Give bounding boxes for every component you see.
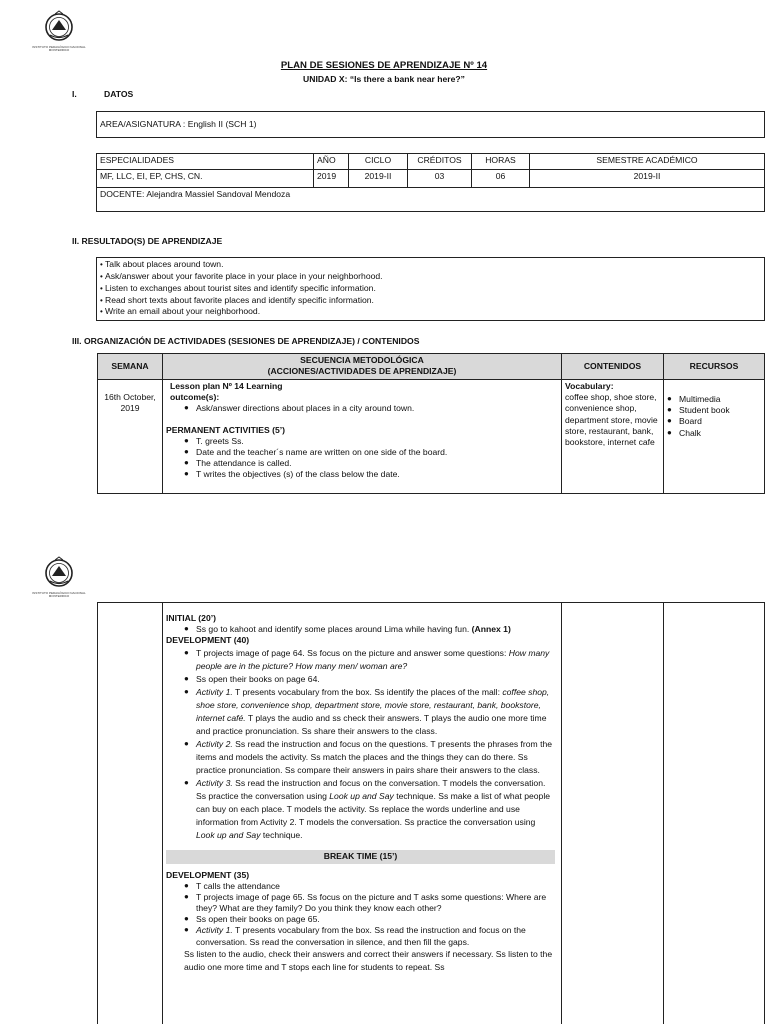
activity-label: Activity 1. [196, 925, 233, 936]
value-especialidades: MF, LLC, EI, EP, CHS, CN. [97, 170, 314, 188]
header-semana: SEMANA [98, 354, 163, 380]
header-ano: AÑO [314, 154, 349, 170]
logo-emblem-icon [28, 10, 90, 46]
unit-subtitle: UNIDAD X: “Is there a bank near here?” [303, 74, 465, 84]
initial-title: INITIAL (20’) [166, 613, 216, 623]
logo-emblem-icon [28, 556, 90, 592]
value-ano: 2019 [314, 170, 349, 188]
list-item [184, 624, 555, 635]
docente-cell: DOCENTE: Alejandra Massiel Sandoval Mendoza [97, 188, 765, 212]
semana-cell-page2 [98, 603, 163, 1024]
header-horas: HORAS [472, 154, 530, 170]
list-item: ● The attendance is called. [184, 458, 558, 469]
header-especialidades: ESPECIALIDADES [97, 154, 314, 170]
institution-logo-page2 [28, 556, 90, 599]
header-semestre: SEMESTRE ACADÉMICO [530, 154, 765, 170]
header-contenidos: CONTENIDOS [562, 354, 664, 380]
header-secuencia [163, 354, 562, 380]
list-item: ● T. greets Ss. [184, 436, 558, 447]
list-item: • Read short texts about favorite places and identify specific information. [100, 295, 761, 307]
development-2-list [166, 881, 555, 948]
development-1-list [166, 647, 555, 843]
item-italic: coffee shop, shoe store, convenience shop, department store, movie store, restaurant, bank, bookstore, internet café. [196, 686, 550, 723]
recursos-list [667, 394, 761, 439]
list-item [184, 914, 555, 925]
list-item: ● Date and the teacher´s name are written on one side of the board. [184, 447, 558, 458]
list-item: ● Board [667, 416, 761, 427]
page-title: PLAN DE SESIONES DE APRENDIZAJE Nº 14 [280, 60, 488, 71]
development-2-title: DEVELOPMENT (35) [166, 869, 250, 880]
list-item [184, 777, 555, 842]
list-item [184, 925, 555, 947]
value-semestre: 2019-II [530, 170, 765, 188]
outcome-list [166, 403, 558, 414]
list-item [184, 892, 555, 914]
secuencia-cell-page2 [163, 603, 562, 1024]
value-creditos: 03 [408, 170, 472, 188]
header-creditos: CRÉDITOS [408, 154, 472, 170]
item-text: T projects image of page 65. Ss focus on the picture and T asks some questions: Where are they? What are they family? Do you think they know each other? [196, 891, 547, 914]
item-text: T calls the attendance [196, 880, 280, 891]
organization-table-page2 [97, 602, 765, 1024]
activity-label: Activity 1. [196, 686, 233, 697]
permanent-title: PERMANENT ACTIVITIES (5’) [166, 424, 286, 435]
item-text: Ss open their books on page 64. [196, 673, 320, 684]
initial-list [166, 624, 555, 635]
item-italic: Look up and Say [196, 830, 261, 841]
header-ciclo: CICLO [349, 154, 408, 170]
header-secuencia-line2: (ACCIONES/ACTIVIDADES DE APRENDIZAJE) [267, 365, 457, 376]
contenidos-cell-page2 [562, 603, 664, 1024]
lesson-line1: Lesson plan Nº 14 Learning [170, 381, 283, 391]
activity-label: Activity 3. [196, 778, 233, 789]
list-item: ● T writes the objectives (s) of the class below the date. [184, 469, 558, 480]
tail-text: Ss listen to the audio, check their answers and correct their answers if necessary. Ss listen to the audio one more time and T stops each line for students to repeat. Ss [184, 948, 553, 972]
header-recursos: RECURSOS [664, 354, 765, 380]
organization-table [97, 353, 765, 494]
vocab-list: coffee shop, shoe store, convenience shop, department store, movie store, restaurant, bank, bookstore, internet cafe [565, 392, 658, 447]
vocab-title: Vocabulary: [565, 381, 614, 391]
lesson-line2: outcome(s): [170, 392, 220, 403]
break-time-banner: BREAK TIME (15’) [166, 850, 555, 863]
permanent-list [166, 436, 558, 481]
logo-caption: INSTITUTO PEDAGÓGICO NACIONAL MONTERRICO [32, 591, 86, 599]
development-1-title: DEVELOPMENT (40) [166, 635, 250, 646]
item-text: technique. [262, 830, 303, 841]
initial-item-text: Ss go to kahoot and identify some places around Lima while having fun. [196, 624, 470, 635]
secuencia-cell [163, 380, 562, 494]
section-3-heading: III. ORGANIZACIÓN DE ACTIVIDADES (SESIONES DE APRENDIZAJE) / CONTENIDOS [72, 336, 420, 346]
area-cell: AREA/ASIGNATURA : English II (SCH 1) [97, 112, 765, 138]
semana-cell: 16th October, 2019 [98, 380, 163, 494]
item-text: T presents vocabulary from the box. Ss identify the places of the mall: [235, 686, 500, 697]
item-text: Ss open their books on page 65. [196, 914, 320, 925]
list-item [184, 686, 555, 738]
section-2-heading: II. RESULTADO(S) DE APRENDIZAJE [72, 236, 223, 246]
resultados-table [96, 257, 765, 321]
list-item [184, 738, 555, 777]
logo-caption: INSTITUTO PEDAGÓGICO NACIONAL MONTERRICO [32, 45, 86, 53]
list-item: • Write an email about your neighborhood. [100, 306, 761, 318]
recursos-cell-page2 [664, 603, 765, 1024]
recursos-cell [664, 380, 765, 494]
list-item: ● Student book [667, 405, 761, 416]
item-text: T projects image of page 64. Ss focus on the picture and answer some questions: [196, 647, 507, 658]
item-italic: How many people are in the picture? How many men/ woman are? [196, 647, 550, 671]
datos-table [96, 153, 765, 212]
item-text: Ss read the instruction and focus on the questions. T presents the phrases from the items and models the activity. Ss match the places and the things they can do there. Ss practice pronunciation. Ss compare their answers in pairs share their answers to the class. [196, 738, 553, 776]
item-text: T plays the audio and ss check their answers. T plays the audio one more time and practice pronunciation. Ss share their answers to the class. [196, 712, 547, 736]
item-text: technique. Ss make a list of what people can buy on each place. T models the activity. Ss replace the words underline and use information from Activity 2. T models the conversation. Ss practice the conversation using [196, 791, 551, 828]
header-secuencia-line1: SECUENCIA METODOLÓGICA [300, 355, 424, 365]
list-item: • Talk about places around town. [100, 259, 761, 271]
list-item: ● Ask/answer directions about places in a city around town. [184, 403, 558, 414]
list-item [184, 673, 555, 686]
contenidos-cell [562, 380, 664, 494]
resultados-list [100, 259, 761, 318]
list-item: ● Multimedia [667, 394, 761, 405]
value-horas: 06 [472, 170, 530, 188]
section-1-label: DATOS [104, 89, 134, 99]
section-1-number: I. [72, 89, 77, 99]
item-text: Ss read the instruction and focus on the conversation. T models the conversation. Ss practice the conversation using [196, 778, 546, 802]
list-item [184, 881, 555, 892]
list-item [184, 647, 555, 673]
list-item: ● Chalk [667, 428, 761, 439]
area-table [96, 111, 765, 138]
item-text: T presents vocabulary from the box. Ss read the instruction and focus on the conversation. Ss read the conversation in silence, and then fill the gaps. [196, 925, 526, 947]
activity-label: Activity 2. [196, 738, 233, 749]
annex-label: (Annex 1) [471, 624, 511, 635]
institution-logo [28, 10, 90, 53]
list-item: • Listen to exchanges about tourist sites and identify specific information. [100, 283, 761, 295]
list-item: • Ask/answer about your favorite place in your place in your neighborhood. [100, 271, 761, 283]
value-ciclo: 2019-II [349, 170, 408, 188]
item-italic: Look up and Say [329, 791, 394, 802]
